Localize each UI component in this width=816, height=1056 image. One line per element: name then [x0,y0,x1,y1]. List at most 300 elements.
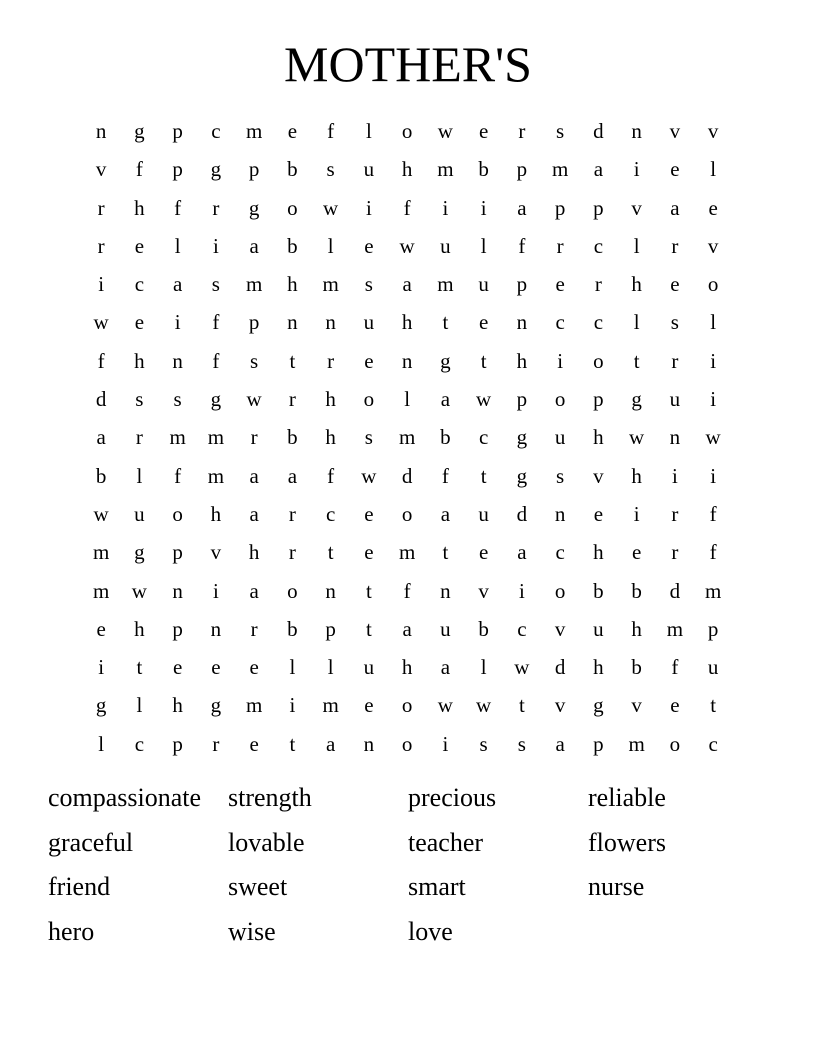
grid-letter: b [593,578,604,603]
grid-letter: e [478,119,489,143]
grid-letter: h [631,463,642,488]
grid-letter: p [554,195,566,220]
grid-letter: i [212,233,219,258]
grid-letter: m [398,425,416,450]
grid-letter: s [364,425,373,450]
grid-letter: o [593,348,604,373]
grid-letter: c [593,233,604,258]
grid-letter: m [92,578,110,603]
grid-letter: h [210,501,222,526]
grid-letter: l [480,233,487,258]
grid-letter: i [710,387,717,412]
grid-letter: e [593,501,604,526]
grid-letter: a [440,501,451,526]
grid-letter: e [134,233,145,258]
grid-letter: l [327,655,334,680]
grid-letter: t [289,348,296,373]
grid-letter: c [325,501,336,526]
grid-letter: r [250,616,258,641]
grid-letter: n [631,119,642,143]
grid-letter: d [401,463,413,488]
grid-letter: a [249,501,259,526]
grid-letter: f [327,463,335,488]
grid-letter: p [172,119,183,143]
grid-letter: b [631,655,642,680]
grid-letter: c [211,119,221,143]
grid-letter: l [289,655,296,680]
grid-letter: c [134,731,145,756]
word-list-item: compassionate [48,783,202,812]
grid-letter: a [249,463,259,488]
grid-letter: u [478,501,489,526]
grid-letter: v [478,578,489,603]
grid-letter: t [442,310,449,335]
grid-letter: f [97,348,105,373]
grid-letter: f [327,119,335,143]
word-list-item: reliable [588,783,666,812]
grid-letter: v [95,157,107,182]
grid-letter: p [172,731,183,756]
letter-grid [82,112,732,763]
grid-letter: r [556,233,564,258]
grid-letter: e [249,731,259,756]
grid-letter: l [633,233,640,258]
grid-letter: l [404,387,411,412]
grid-letter: g [631,387,642,412]
grid-letter: e [364,348,374,373]
grid-letter: p [593,387,604,412]
grid-letter: c [555,540,565,565]
grid-letter: f [174,463,182,488]
grid-letter: g [210,387,222,412]
grid-letter: t [136,655,143,680]
grid-letter: g [134,119,145,143]
grid-letter: u [440,233,451,258]
grid-letter: l [327,233,334,258]
grid-letter: c [593,310,604,335]
grid-letter: a [249,578,259,603]
grid-letter: e [172,655,183,680]
grid-letter: s [250,348,259,373]
grid-letter: h [134,616,145,641]
grid-letter: o [401,119,413,143]
grid-letter: g [134,540,145,565]
grid-letter: l [480,655,487,680]
grid-letter: p [516,157,528,182]
grid-letter: i [289,693,296,718]
grid-letter: w [437,693,453,718]
grid-letter: b [287,616,298,641]
grid-letter: s [211,272,220,297]
grid-letter: f [403,195,411,220]
grid-letter: i [557,348,564,373]
grid-letter: e [364,501,374,526]
grid-letter: c [134,272,145,297]
grid-letter: i [633,501,640,526]
grid-letter: h [516,348,528,373]
grid-letter: i [98,272,105,297]
grid-letter: g [516,463,528,488]
grid-letter: m [666,616,684,641]
grid-letter: m [245,119,263,143]
grid-letter: n [325,310,336,335]
grid-letter: s [556,463,565,488]
grid-letter: h [593,425,604,450]
grid-letter: o [401,693,413,718]
grid-letter: g [210,693,222,718]
grid-letter: p [172,157,183,182]
grid-letter: i [212,578,219,603]
grid-letter: n [172,578,183,603]
grid-letter: m [398,540,416,565]
grid-letter: r [250,425,258,450]
grid-letter: g [593,693,604,718]
grid-letter: d [669,578,681,603]
grid-letter: r [671,540,679,565]
grid-letter: h [401,655,413,680]
grid-letter: t [518,693,525,718]
grid-letter: b [478,157,489,182]
grid-letter: o [287,578,298,603]
grid-letter: r [327,348,335,373]
word-list-item: wise [228,917,276,947]
grid-letter: r [288,501,296,526]
grid-letter: f [671,655,679,680]
grid-letter: n [516,310,528,335]
grid-letter: h [134,195,145,220]
grid-letter: u [554,425,566,450]
grid-letter: w [629,425,645,450]
grid-letter: s [556,119,565,143]
grid-letter: e [364,233,374,258]
grid-letter: v [210,540,222,565]
grid-letter: f [441,463,449,488]
grid-letter: h [631,616,642,641]
grid-letter: p [707,616,719,641]
grid-letter: m [245,693,263,718]
grid-letter: i [98,655,105,680]
grid-letter: a [402,272,412,297]
grid-letter: p [593,195,604,220]
grid-letter: v [631,195,642,220]
grid-letter: g [516,425,528,450]
grid-letter: o [669,731,681,756]
grid-letter: g [248,195,260,220]
grid-letter: t [365,616,372,641]
grid-letter: w [246,387,262,412]
grid-letter: r [135,425,143,450]
grid-letter: o [172,501,183,526]
grid-letter: w [361,463,377,488]
grid-letter: a [440,387,451,412]
grid-letter: h [325,425,336,450]
grid-letter: t [365,578,372,603]
grid-letter: b [440,425,451,450]
word-list-item: teacher [408,827,484,857]
grid-letter: c [517,616,527,641]
grid-letter: e [249,655,259,680]
grid-letter: e [211,655,221,680]
grid-letter: e [96,616,106,641]
grid-letter: r [671,233,679,258]
grid-letter: h [401,310,413,335]
grid-letter: r [212,731,220,756]
grid-letter: n [440,578,451,603]
grid-letter: n [325,578,336,603]
word-list-item: love [408,917,453,947]
word-list-item: hero [48,917,95,947]
grid-letter: n [210,616,222,641]
grid-letter: v [593,463,604,488]
grid-letter: w [705,425,721,450]
grid-letter: e [478,310,489,335]
grid-letter: c [708,731,718,756]
grid-letter: r [671,348,679,373]
grid-letter: t [442,540,449,565]
word-list-item: nurse [588,872,645,902]
grid-letter: i [174,310,181,335]
grid-letter: d [95,387,107,412]
grid-letter: f [709,501,717,526]
grid-letter: p [248,157,260,182]
grid-letter: w [399,233,415,258]
grid-letter: f [174,195,182,220]
grid-letter: i [365,195,372,220]
grid-letter: f [135,157,143,182]
word-list-item: flowers [588,827,666,857]
grid-letter: w [437,119,453,143]
grid-letter: r [594,272,602,297]
grid-letter: m [704,578,722,603]
grid-letter: n [401,348,413,373]
puzzle-title: MOTHER'S [284,36,532,92]
grid-letter: r [288,540,296,565]
grid-letter: u [134,501,145,526]
grid-letter: p [172,616,183,641]
grid-letter: b [478,616,489,641]
word-list-item: strength [228,783,312,812]
grid-letter: b [287,157,298,182]
grid-letter: o [363,387,375,412]
grid-letter: a [402,616,412,641]
grid-letter: m [551,157,569,182]
grid-letter: i [442,731,449,756]
word-list-item: friend [48,872,111,902]
grid-letter: o [287,195,298,220]
grid-letter: o [554,578,566,603]
grid-letter: w [93,501,109,526]
grid-letter: c [478,425,489,450]
grid-letter: s [479,731,488,756]
grid-letter: g [210,157,222,182]
grid-letter: v [707,119,719,143]
grid-letter: v [554,616,566,641]
grid-letter: p [325,616,336,641]
grid-letter: g [440,348,451,373]
grid-letter: e [364,540,374,565]
grid-letter: e [134,310,145,335]
grid-letter: v [554,693,566,718]
grid-letter: f [518,233,526,258]
grid-letter: v [707,233,719,258]
grid-letter: w [131,578,147,603]
grid-letter: m [207,425,225,450]
word-list-item: precious [408,783,497,812]
grid-letter: m [169,425,186,450]
grid-letter: s [173,387,182,412]
grid-letter: u [669,387,681,412]
grid-letter: a [96,425,106,450]
grid-letter: t [289,731,296,756]
grid-letter: h [593,540,604,565]
grid-letter: w [323,195,339,220]
grid-letter: f [212,348,220,373]
grid-letter: p [516,387,528,412]
grid-letter: f [403,578,411,603]
grid-letter: p [516,272,528,297]
grid-letter: u [478,272,489,297]
grid-letter: e [631,540,642,565]
grid-letter: p [248,310,260,335]
grid-letter: t [480,348,487,373]
grid-letter: e [364,693,374,718]
grid-letter: n [363,731,375,756]
grid-letter: d [554,655,566,680]
grid-letter: f [212,310,220,335]
grid-letter: h [401,157,413,182]
grid-letter: u [707,655,719,680]
word-list-item: sweet [228,872,288,902]
grid-letter: a [325,731,336,756]
grid-letter: n [172,348,183,373]
grid-letter: w [476,693,492,718]
grid-letter: h [593,655,604,680]
grid-letter: i [480,195,487,220]
grid-letter: l [710,157,717,182]
grid-letter: f [709,540,717,565]
grid-letter: a [287,463,298,488]
grid-letter: s [517,731,526,756]
grid-letter: t [633,348,640,373]
grid-letter: v [669,119,681,143]
grid-letter: a [670,195,680,220]
grid-letter: l [365,119,372,143]
grid-letter: m [322,272,339,297]
grid-letter: l [633,310,640,335]
grid-letter: b [287,425,298,450]
grid-letter: o [707,272,719,297]
grid-letter: e [555,272,565,297]
grid-letter: e [670,157,680,182]
grid-letter: e [670,272,680,297]
grid-letter: u [440,616,451,641]
grid-letter: b [287,233,298,258]
grid-letter: u [363,157,375,182]
word-list-item: lovable [228,827,305,857]
grid-letter: d [516,501,528,526]
grid-letter: w [93,310,109,335]
grid-letter: i [518,578,525,603]
grid-letter: g [95,693,107,718]
grid-letter: r [212,195,220,220]
grid-letter: d [593,119,604,143]
grid-letter: r [671,501,679,526]
grid-letter: i [710,463,717,488]
grid-letter: l [710,310,717,335]
grid-letter: p [172,540,183,565]
grid-letter: n [669,425,681,450]
grid-letter: a [172,272,183,297]
word-list-item: graceful [48,827,134,857]
grid-letter: e [478,540,489,565]
grid-letter: b [95,463,107,488]
word-list [48,779,768,958]
grid-letter: w [514,655,530,680]
grid-letter: a [517,195,527,220]
grid-letter: i [671,463,678,488]
grid-letter: m [207,463,225,488]
grid-letter: s [326,157,335,182]
grid-letter: h [248,540,260,565]
grid-letter: t [710,693,717,718]
grid-letter: e [708,195,718,220]
grid-letter: h [172,693,183,718]
grid-letter: s [364,272,373,297]
grid-letter: i [633,157,640,182]
grid-letter: a [249,233,259,258]
grid-letter: u [363,655,375,680]
grid-letter: m [322,693,339,718]
grid-letter: c [555,310,565,335]
grid-letter: m [437,272,454,297]
grid-letter: p [593,731,604,756]
grid-letter: l [136,463,143,488]
grid-letter: v [631,693,642,718]
grid-letter: e [670,693,680,718]
grid-letter: o [401,501,413,526]
grid-letter: h [287,272,298,297]
word-list-item: smart [408,872,466,902]
grid-letter: s [135,387,144,412]
grid-letter: w [476,387,492,412]
grid-letter: r [518,119,526,143]
grid-letter: t [327,540,334,565]
grid-letter: h [134,348,145,373]
grid-letter: i [710,348,717,373]
grid-letter: i [442,195,449,220]
grid-letter: u [593,616,604,641]
grid-letter: h [325,387,336,412]
grid-letter: b [631,578,642,603]
grid-letter: a [440,655,451,680]
grid-letter: m [245,272,263,297]
grid-letter: o [554,387,566,412]
grid-letter: l [174,233,181,258]
grid-letter: m [437,157,454,182]
grid-letter: h [631,272,642,297]
grid-letter: m [628,731,645,756]
grid-letter: n [554,501,566,526]
grid-letter: l [98,731,105,756]
grid-letter: s [670,310,679,335]
grid-letter: t [480,463,487,488]
grid-letter: a [593,157,604,182]
grid-letter: a [517,540,527,565]
grid-letter: r [97,195,105,220]
grid-letter: m [92,540,110,565]
grid-letter: r [288,387,296,412]
grid-letter: r [97,233,105,258]
